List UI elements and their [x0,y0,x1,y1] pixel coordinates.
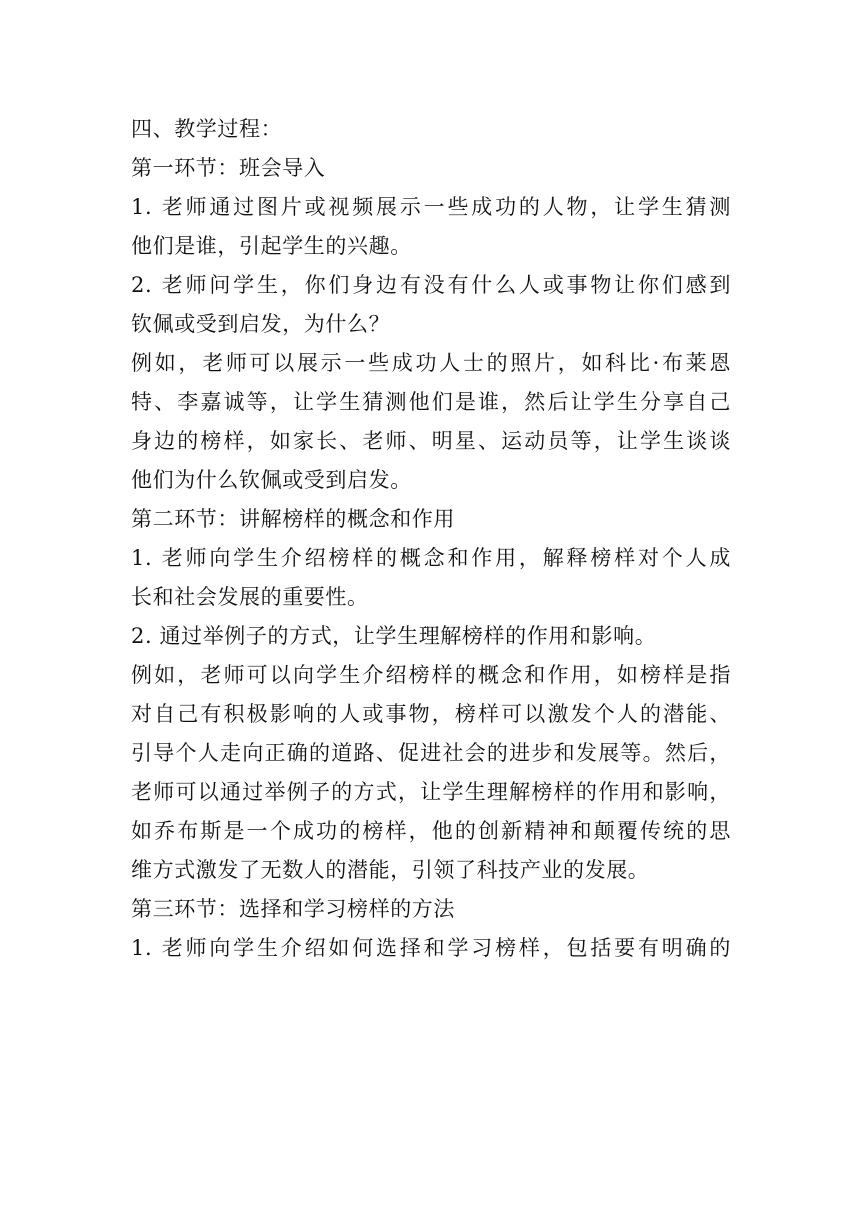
text-line: 钦佩或受到启发，为什么？ [131,312,391,336]
text-line: 2. 老师问学生，你们身边有没有什么人或事物让你们感到 [131,273,731,297]
text-line: 老师可以通过举例子的方式，让学生理解榜样的作用和影响， [131,780,731,804]
text-line: 例如，老师可以展示一些成功人士的照片，如科比·布莱恩 [131,351,731,375]
subsection-heading: 第三环节：选择和学习榜样的方法 [131,897,455,921]
text-line: 长和社会发展的重要性。 [131,585,369,609]
text-line: 维方式激发了无数人的潜能，引领了科技产业的发展。 [131,858,650,882]
text-line: 1. 老师通过图片或视频展示一些成功的人物，让学生猜测 [131,195,731,219]
text-line: 2. 通过举例子的方式，让学生理解榜样的作用和影响。 [131,624,657,648]
text-line: 例如，老师可以向学生介绍榜样的概念和作用，如榜样是指 [131,663,731,687]
subsection-heading: 第二环节：讲解榜样的概念和作用 [131,507,455,531]
text-line: 1. 老师向学生介绍如何选择和学习榜样，包括要有明确的 [131,936,731,960]
text-line: 1. 老师向学生介绍榜样的概念和作用，解释榜样对个人成 [131,546,731,570]
section-heading: 四、教学过程： [131,117,283,141]
text-line: 他们为什么钦佩或受到启发。 [131,468,412,492]
text-line: 引导个人走向正确的道路、促进社会的进步和发展等。然后， [131,741,731,765]
text-line: 他们是谁，引起学生的兴趣。 [131,234,412,258]
text-line: 身边的榜样，如家长、老师、明星、运动员等，让学生谈谈 [131,429,731,453]
text-line: 如乔布斯是一个成功的榜样，他的创新精神和颠覆传统的思 [131,819,731,843]
text-line: 对自己有积极影响的人或事物，榜样可以激发个人的潜能、 [131,702,731,726]
subsection-heading: 第一环节：班会导入 [131,156,326,180]
document-body [131,110,731,968]
text-line: 特、李嘉诚等，让学生猜测他们是谁，然后让学生分享自己 [131,390,731,414]
